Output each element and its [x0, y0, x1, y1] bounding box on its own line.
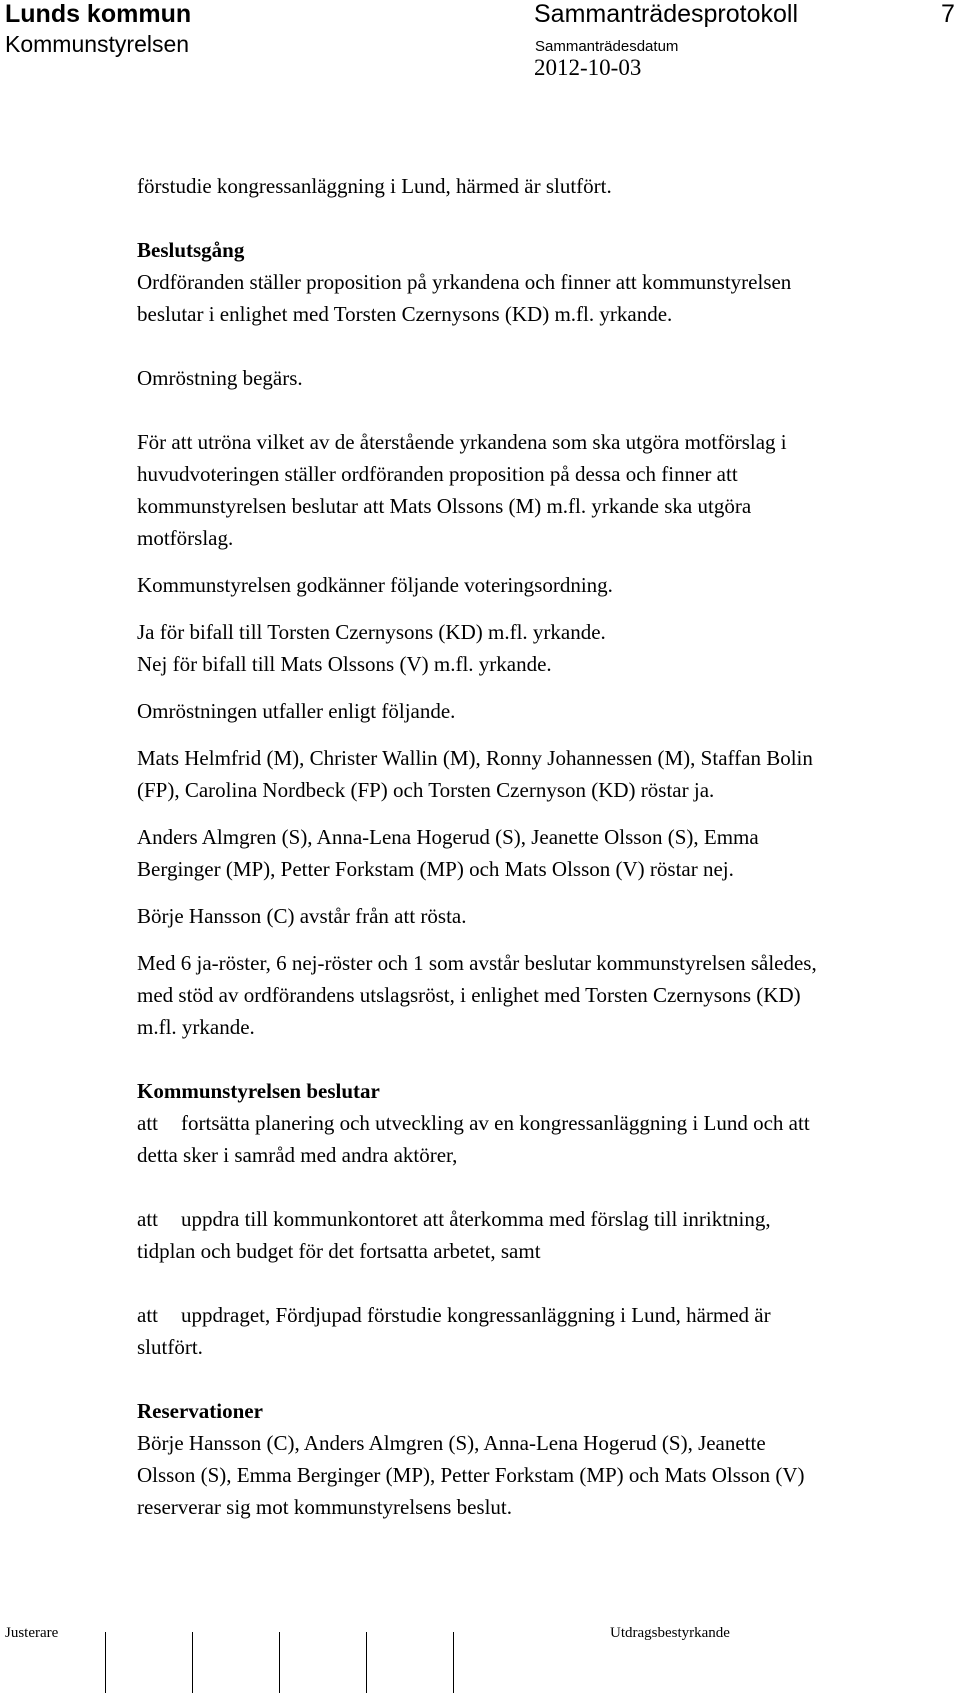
text-line: detta sker i samråd med andra aktörer, [137, 1143, 458, 1167]
text-line: Börje Hansson (C) avstår från att rösta. [137, 904, 467, 928]
text-line: förstudie kongressanläggning i Lund, härmed är slutfört. [137, 174, 612, 198]
beslutsgang-section [137, 234, 937, 330]
nej-voters [137, 821, 937, 885]
text-line: slutfört. [137, 1335, 203, 1359]
text-line: beslutar i enlighet med Torsten Czernysons (KD) m.fl. yrkande. [137, 302, 673, 326]
text-line: (FP), Carolina Nordbeck (FP) och Torsten Czernyson (KD) röstar ja. [137, 778, 715, 802]
att-keyword: att [137, 1111, 158, 1135]
text-line: Ordföranden ställer proposition på yrkandena och finner att kommunstyrelsen [137, 270, 792, 294]
motforslag-paragraph [137, 426, 937, 554]
text-line: uppdra till kommunkontoret att återkomma med förslag till inriktning, [181, 1207, 771, 1231]
text-line: Med 6 ja-röster, 6 nej-röster och 1 som avstår beslutar kommunstyrelsen således, [137, 951, 817, 975]
decision-item [137, 1203, 937, 1267]
section-heading: Reservationer [137, 1399, 263, 1423]
department-name: Kommunstyrelsen [5, 31, 190, 57]
signature-line [453, 1632, 454, 1693]
page-number: 7 [941, 0, 955, 28]
text-line: reserverar sig mot kommunstyrelsens beslut. [137, 1495, 513, 1519]
organization-name: Lunds kommun [5, 0, 192, 28]
signature-line [105, 1632, 106, 1693]
document-type: Sammanträdesprotokoll [534, 0, 799, 28]
omrostning-begars [137, 362, 937, 394]
text-line: För att utröna vilket av de återstående yrkandena som ska utgöra motförslag i [137, 430, 787, 454]
text-line: Mats Helmfrid (M), Christer Wallin (M), Ronny Johannessen (M), Staffan Bolin [137, 746, 813, 770]
text-line: Kommunstyrelsen godkänner följande voteringsordning. [137, 573, 613, 597]
utdrag-label: Utdragsbestyrkande [610, 1625, 730, 1641]
nej-option: Nej för bifall till Mats Olssons (V) m.fl. yrkande. [137, 652, 552, 676]
text-line: Berginger (MP), Petter Forkstam (MP) och Mats Olsson (V) röstar nej. [137, 857, 734, 881]
decision-section [137, 1075, 937, 1171]
att-keyword: att [137, 1207, 158, 1231]
section-heading: Beslutsgång [137, 238, 245, 262]
text-line: Omröstning begärs. [137, 366, 303, 390]
vote-result [137, 947, 937, 1043]
date-label: Sammanträdesdatum [535, 38, 679, 55]
reservationer-section [137, 1395, 937, 1523]
text-line: uppdraget, Fördjupad förstudie kongressanläggning i Lund, härmed är [181, 1303, 771, 1327]
text-line: Omröstningen utfaller enligt följande. [137, 699, 456, 723]
signature-line [279, 1632, 280, 1693]
text-line: huvudvoteringen ställer ordföranden proposition på dessa och finner att [137, 462, 738, 486]
decision-item [137, 1299, 937, 1363]
justerare-label: Justerare [5, 1625, 59, 1641]
att-keyword: att [137, 1303, 158, 1327]
text-line: Anders Almgren (S), Anna-Lena Hogerud (S), Jeanette Olsson (S), Emma [137, 825, 759, 849]
vote-options [137, 616, 937, 680]
signature-line [192, 1632, 193, 1693]
meeting-date: 2012-10-03 [534, 55, 642, 80]
text-line: m.fl. yrkande. [137, 1015, 255, 1039]
abstain [137, 900, 937, 932]
signature-line [366, 1632, 367, 1693]
text-line: fortsätta planering och utveckling av en kongressanläggning i Lund och att [181, 1111, 810, 1135]
ja-voters [137, 742, 937, 806]
text-line: kommunstyrelsen beslutar att Mats Olssons (M) m.fl. yrkande ska utgöra [137, 494, 752, 518]
text-line: Börje Hansson (C), Anders Almgren (S), Anna-Lena Hogerud (S), Jeanette [137, 1431, 766, 1455]
text-line: Olsson (S), Emma Berginger (MP), Petter Forkstam (MP) och Mats Olsson (V) [137, 1463, 805, 1487]
text-line: med stöd av ordförandens utslagsröst, i enlighet med Torsten Czernysons (KD) [137, 983, 801, 1007]
protocol-body [137, 170, 937, 1523]
intro-paragraph [137, 170, 937, 202]
section-heading: Kommunstyrelsen beslutar [137, 1079, 380, 1103]
text-line: motförslag. [137, 526, 234, 550]
text-line: tidplan och budget för det fortsatta arbetet, samt [137, 1239, 541, 1263]
voteringsordning [137, 569, 937, 601]
ja-option: Ja för bifall till Torsten Czernysons (KD) m.fl. yrkande. [137, 620, 606, 644]
utfaller [137, 695, 937, 727]
